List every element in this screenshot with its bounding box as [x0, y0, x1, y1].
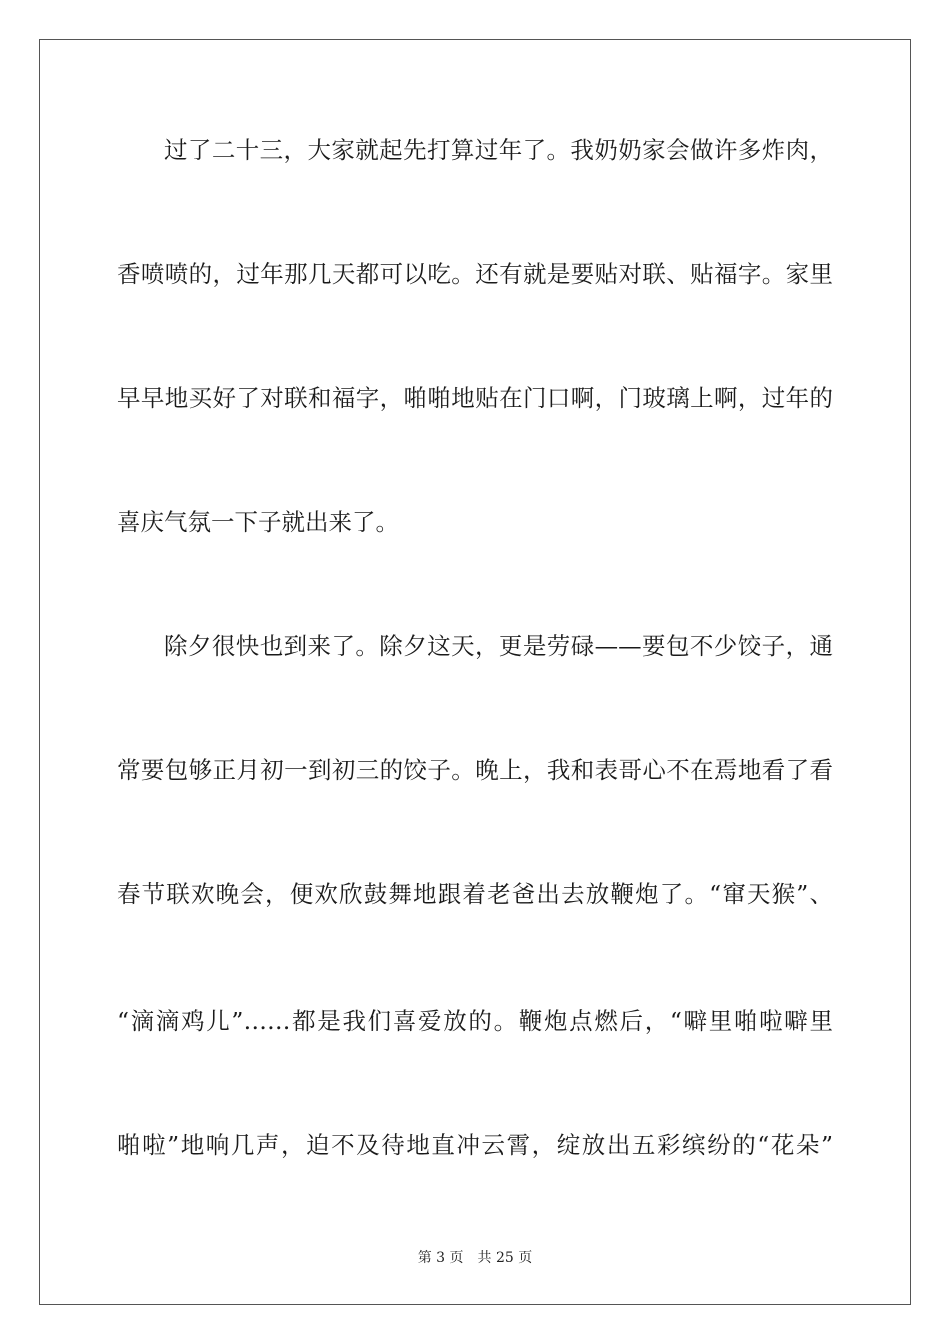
paragraph-2-line-1: 除夕很快也到来了。除夕这天，更是劳碌——要包不少饺子，通: [164, 632, 833, 660]
page-number-footer: 第 3 页 共 25 页: [417, 1250, 533, 1266]
paragraph-2-line-5: 啪啦”地响几声，迫不及待地直冲云霄，绽放出五彩缤纷的“花朵”: [117, 1131, 833, 1159]
paragraph-2-line-4: “滴滴鸡儿”……都是我们喜爱放的。鞭炮点燃后，“噼里啪啦噼里: [117, 1007, 833, 1035]
paragraph-2-line-2: 常要包够正月初一到初三的饺子。晚上，我和表哥心不在焉地看了看: [117, 756, 833, 784]
paragraph-1-line-3: 早早地买好了对联和福字，啪啪地贴在门口啊，门玻璃上啊，过年的: [117, 384, 833, 412]
paragraph-1-line-4: 喜庆气氛一下子就出来了。: [117, 508, 399, 536]
paragraph-2-line-3: 春节联欢晚会，便欢欣鼓舞地跟着老爸出去放鞭炮了。“窜天猴”、: [117, 880, 833, 908]
page-border: [39, 39, 911, 1305]
paragraph-1-line-1: 过了二十三，大家就起先打算过年了。我奶奶家会做许多炸肉，: [164, 136, 833, 164]
paragraph-1-line-2: 香喷喷的，过年那几天都可以吃。还有就是要贴对联、贴福字。家里: [117, 260, 833, 288]
